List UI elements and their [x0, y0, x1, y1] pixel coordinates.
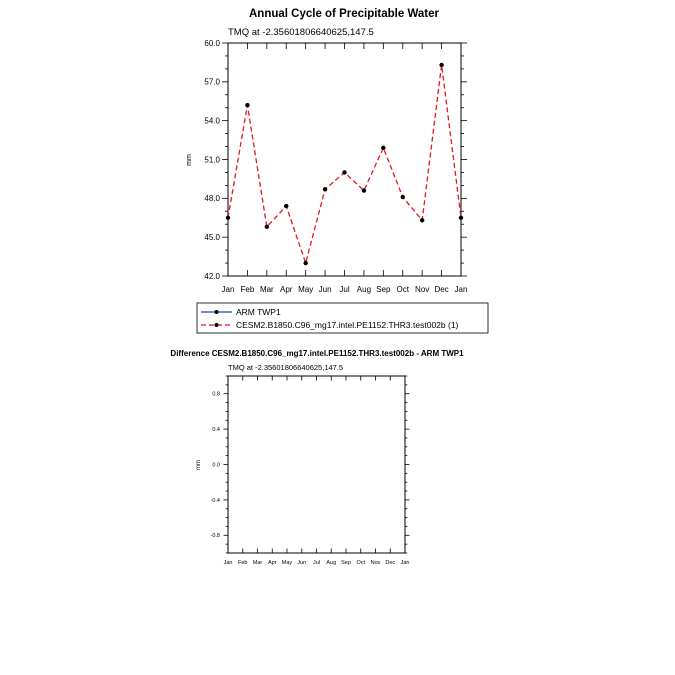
legend	[197, 303, 488, 333]
difference-x-tick-labels	[224, 560, 410, 566]
difference-y-axis-label: mm	[196, 460, 202, 470]
diff-x-tick-label: Dec	[385, 560, 396, 566]
difference-title: Difference CESM2.B1850.C96_mg17.intel.PE1152.THR3.test002b - ARM TWP1	[170, 349, 464, 358]
y-axis-label: mm	[186, 154, 193, 166]
diff-x-tick-label: Mar	[252, 560, 263, 566]
top-x-tick-label: Dec	[434, 285, 449, 294]
top-x-tick-label: Jan	[221, 285, 235, 294]
data-point	[381, 146, 385, 150]
data-point	[303, 261, 307, 265]
difference-plot-frame	[228, 376, 405, 553]
chart-subtitle: TMQ at -2.35601806640625,147.5	[228, 27, 374, 38]
top-y-tick-label: 42.0	[204, 271, 220, 281]
top-x-tick-label: May	[298, 285, 314, 294]
diff-x-tick-label: Nov	[370, 560, 381, 566]
top-y-tick-label: 51.0	[204, 155, 220, 165]
legend-marker-cesm2	[215, 323, 219, 327]
plot-frame	[228, 43, 461, 276]
top-x-tick-label: Nov	[415, 285, 430, 294]
y-tick-labels	[204, 39, 220, 281]
top-y-tick-label: 48.0	[204, 194, 220, 204]
diff-x-tick-label: Apr	[267, 560, 277, 566]
diff-x-tick-label: Jul	[312, 560, 321, 566]
diff-y-tick-label: 0.4	[212, 427, 220, 434]
difference-subtitle: TMQ at -2.35601806640625,147.5	[228, 363, 344, 372]
data-point	[342, 170, 346, 174]
difference-y-tick-labels	[211, 392, 220, 540]
data-point	[284, 204, 288, 208]
data-point	[362, 188, 366, 192]
data-point	[420, 218, 424, 222]
data-point	[439, 63, 443, 67]
data-point	[459, 216, 463, 220]
difference-axis-ticks	[224, 376, 410, 553]
chart-title: Annual Cycle of Precipitable Water	[248, 8, 440, 20]
diff-x-tick-label: Feb	[238, 560, 248, 566]
top-y-tick-label: 57.0	[204, 77, 220, 87]
top-x-tick-label: Apr	[280, 285, 293, 294]
top-x-tick-label: Sep	[376, 285, 391, 294]
data-point	[401, 195, 405, 199]
top-axis-ticks	[222, 43, 467, 276]
precipitable-water-chart	[186, 8, 467, 294]
top-y-tick-label: 60.0	[204, 38, 220, 48]
top-y-tick-label: 45.0	[204, 232, 220, 242]
top-x-tick-label: Feb	[240, 285, 255, 294]
diff-x-tick-label: Aug	[326, 560, 337, 566]
diff-y-tick-label: -0.8	[210, 533, 220, 540]
series-line-1	[228, 65, 461, 263]
x-tick-labels	[222, 285, 468, 294]
diff-x-tick-label: Jan	[223, 560, 233, 566]
data-point	[245, 103, 249, 107]
difference-chart	[170, 349, 464, 566]
diff-y-tick-label: 0.0	[212, 462, 220, 469]
top-x-tick-label: Jul	[339, 285, 350, 294]
diff-x-tick-label: Jun	[297, 560, 307, 566]
diff-x-tick-label: Jan	[400, 560, 410, 566]
diff-x-tick-label: May	[281, 560, 293, 566]
series-lines	[226, 63, 463, 265]
top-x-tick-label: Mar	[259, 285, 274, 294]
top-y-tick-label: 54.0	[204, 116, 220, 126]
diff-y-tick-label: -0.4	[210, 497, 220, 504]
top-x-tick-label: Jan	[454, 285, 468, 294]
top-x-tick-label: Oct	[396, 285, 409, 294]
data-point	[323, 187, 327, 191]
diff-x-tick-label: Oct	[356, 560, 366, 566]
legend-label-arm-twp1: ARM TWP1	[236, 307, 281, 317]
legend-marker-arm-twp1	[215, 310, 219, 314]
top-x-tick-label: Jun	[318, 285, 332, 294]
legend-label-cesm2: CESM2.B1850.C96_mg17.intel.PE1152.THR3.test002b (1)	[236, 320, 459, 330]
top-x-tick-label: Aug	[356, 285, 372, 294]
diff-x-tick-label: Sep	[341, 560, 351, 566]
diff-y-tick-label: 0.8	[212, 391, 220, 398]
data-point	[226, 216, 230, 220]
data-point	[265, 225, 269, 229]
